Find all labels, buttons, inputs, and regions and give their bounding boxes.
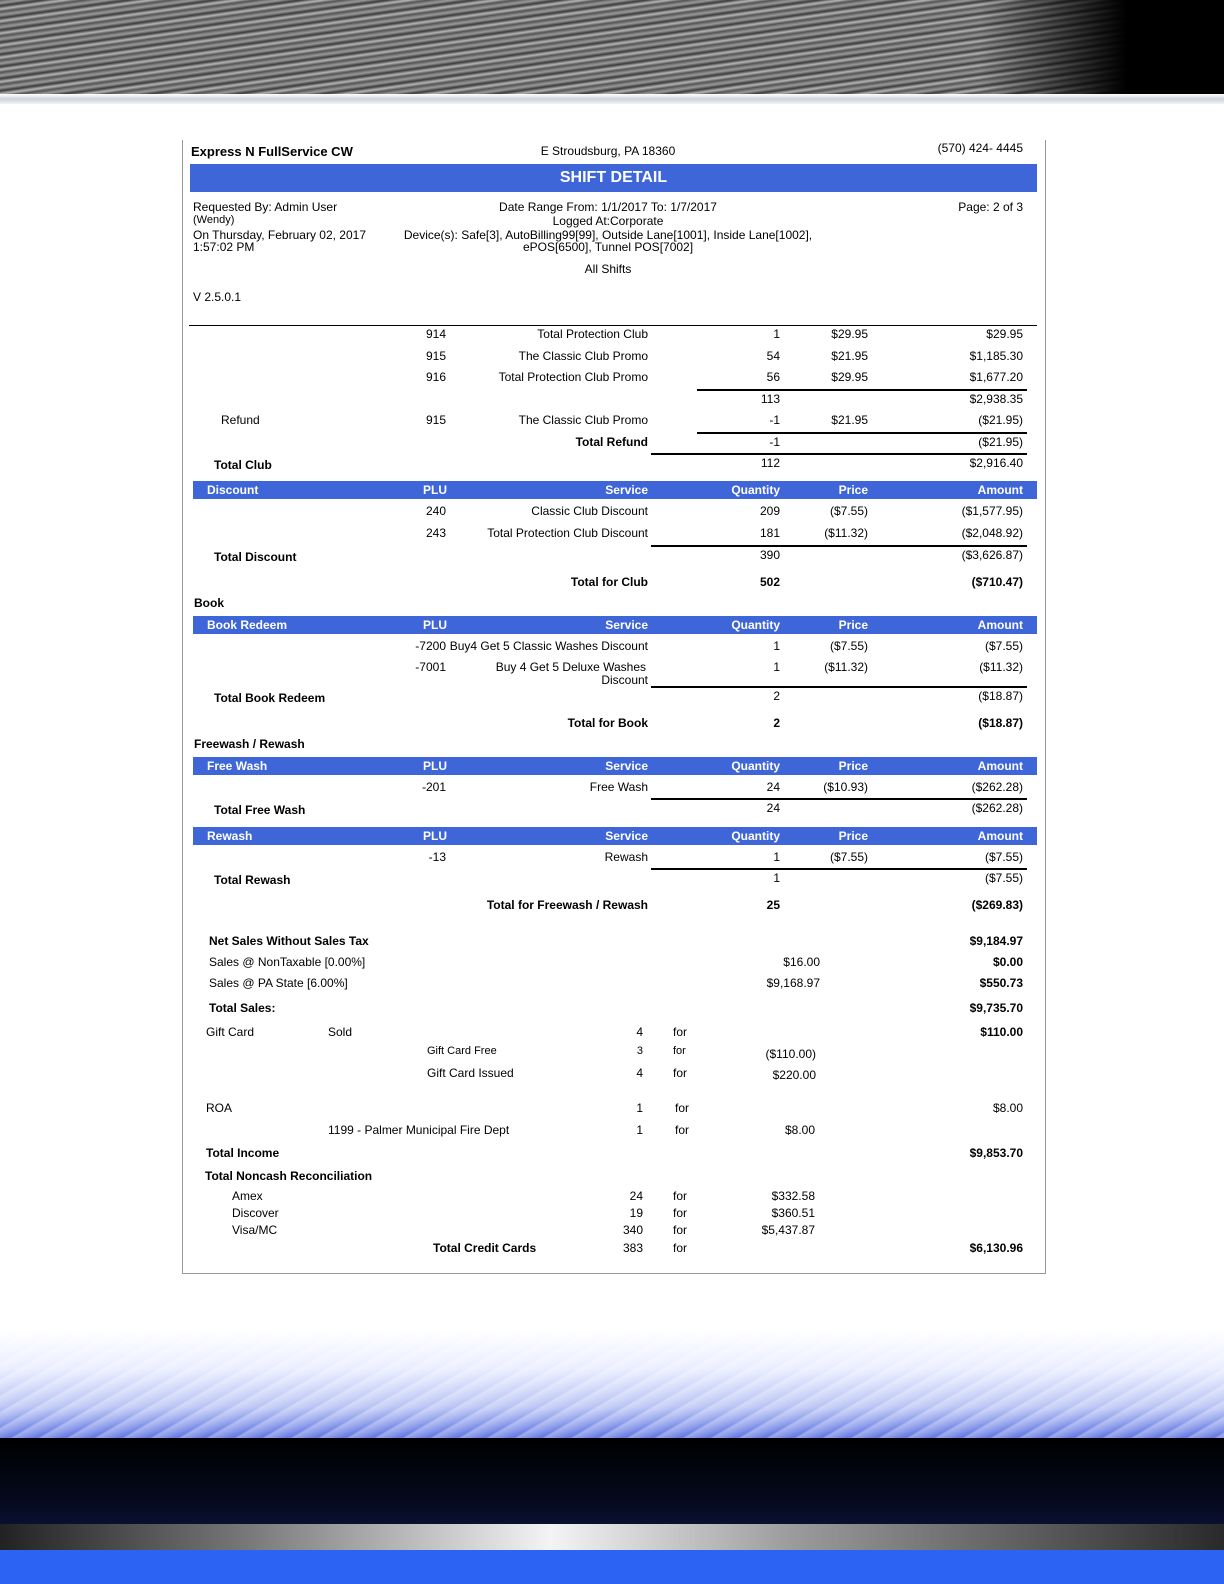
- pa-sales-base: $9,168.97: [766, 976, 820, 990]
- header-metal-banner: [0, 0, 1224, 96]
- gift-issued-for: for: [673, 1066, 688, 1080]
- report-title: SHIFT DETAIL: [190, 164, 1037, 192]
- club-subtotal-qty: 113: [760, 392, 780, 406]
- visa-amount: $5,437.87: [761, 1223, 815, 1237]
- total-refund-amount: ($21.95): [978, 435, 1023, 449]
- col-quantity: Quantity: [731, 618, 780, 632]
- band-label: Rewash: [207, 829, 253, 843]
- devices-line1: Device(s): Safe[3], AutoBilling99[99], Outside Lane[1001], Inside Lane[1002],: [403, 228, 813, 242]
- total-for-book-qty: 2: [773, 716, 780, 730]
- roa-count: 1: [636, 1101, 643, 1115]
- total-club-rule: [651, 453, 1027, 455]
- total-free-wash-amount: ($262.28): [971, 801, 1023, 815]
- refund-label: Refund: [221, 413, 260, 427]
- discount-rule: [651, 545, 1027, 547]
- col-plu: PLU: [423, 829, 447, 843]
- credit-total-count: 383: [622, 1241, 643, 1255]
- devices-line2: ePOS[6500], Tunnel POS[7002]: [522, 240, 694, 254]
- requested-by: Requested By: Admin User: [193, 200, 338, 214]
- amex-count: 24: [629, 1189, 643, 1203]
- total-refund-qty: -1: [769, 435, 780, 449]
- freewash-section-label: Freewash / Rewash: [194, 737, 305, 751]
- free-wash-rule: [651, 798, 1027, 800]
- col-plu: PLU: [423, 618, 447, 632]
- total-book-redeem-label: Total Book Redeem: [214, 691, 326, 705]
- discount-header-band: [193, 481, 1037, 499]
- col-quantity: Quantity: [731, 483, 780, 497]
- total-for-club-qty: 502: [759, 575, 780, 589]
- total-income-amount: $9,853.70: [969, 1146, 1023, 1160]
- nontaxable-tax: $0.00: [992, 955, 1023, 969]
- footer-metal-strip: [0, 1524, 1224, 1550]
- total-book-redeem-qty: 2: [773, 689, 780, 703]
- company-location: E Stroudsburg, PA 18360: [540, 144, 676, 158]
- gift-card-label: Gift Card: [206, 1025, 255, 1039]
- shifts-label: All Shifts: [584, 262, 632, 276]
- roa-detail-for: for: [675, 1123, 690, 1137]
- header-rule: [189, 325, 1037, 326]
- date-range: Date Range From: 1/1/2017 To: 1/7/2017: [499, 200, 717, 214]
- gift-issued-label: Gift Card Issued: [427, 1066, 514, 1080]
- total-club-amount: $2,916.40: [969, 456, 1023, 470]
- gift-free-for: for: [673, 1045, 686, 1057]
- page-number: Page: 2 of 3: [958, 200, 1023, 214]
- col-plu: PLU: [423, 759, 447, 773]
- band-label: Book Redeem: [207, 618, 288, 632]
- roa-detail-label: 1199 - Palmer Municipal Fire Dept: [328, 1123, 510, 1137]
- net-sales-label: Net Sales Without Sales Tax: [209, 934, 369, 948]
- col-service: Service: [605, 829, 648, 843]
- total-rewash-amount: ($7.55): [984, 871, 1023, 885]
- footer-dark-band: [0, 1438, 1224, 1532]
- credit-total-amount: $6,130.96: [969, 1241, 1023, 1255]
- requested-time: 1:57:02 PM: [193, 240, 255, 254]
- footer-blue-bar: [0, 1550, 1224, 1584]
- free-wash-header-band: [193, 757, 1037, 775]
- col-amount: Amount: [977, 759, 1023, 773]
- gift-sold-amount: $110.00: [980, 1025, 1023, 1039]
- visa-for: for: [673, 1223, 688, 1237]
- nontaxable-label: Sales @ NonTaxable [0.00%]: [209, 955, 366, 969]
- col-price: Price: [838, 483, 868, 497]
- discover-amount: $360.51: [771, 1206, 815, 1220]
- total-discount-amount: ($3,626.87): [961, 548, 1023, 562]
- total-club-qty: 112: [760, 456, 780, 470]
- total-book-redeem-amount: ($18.87): [978, 689, 1023, 703]
- company-name: Express N FullService CW: [191, 144, 353, 159]
- total-rewash-qty: 1: [773, 871, 780, 885]
- col-price: Price: [838, 759, 868, 773]
- col-amount: Amount: [977, 829, 1023, 843]
- pa-sales-tax: $550.73: [979, 976, 1023, 990]
- roa-amount: $8.00: [992, 1101, 1023, 1115]
- band-label: Discount: [207, 483, 259, 497]
- roa-label: ROA: [206, 1101, 233, 1115]
- total-discount-qty: 390: [759, 548, 780, 562]
- total-rewash-label: Total Rewash: [214, 873, 291, 887]
- nontaxable-base: $16.00: [783, 955, 820, 969]
- discover-count: 19: [629, 1206, 643, 1220]
- net-sales-amount: $9,184.97: [969, 934, 1023, 948]
- total-sales-label: Total Sales:: [209, 1001, 276, 1015]
- col-plu: PLU: [423, 483, 447, 497]
- total-free-wash-label: Total Free Wash: [214, 803, 306, 817]
- discover-for: for: [673, 1206, 688, 1220]
- footer-glow-banner: [0, 1330, 1224, 1440]
- roa-for: for: [675, 1101, 690, 1115]
- gift-free-label: Gift Card Free: [427, 1045, 497, 1057]
- total-discount-label: Total Discount: [214, 550, 297, 564]
- amex-for: for: [673, 1189, 688, 1203]
- visa-label: Visa/MC: [232, 1223, 278, 1237]
- total-refund-label: Total Refund: [575, 435, 648, 449]
- pa-sales-label: Sales @ PA State [6.00%]: [209, 976, 348, 990]
- discover-label: Discover: [232, 1206, 279, 1220]
- shift-detail-report: Express N FullService CW E Stroudsburg, PA 18360 (570) 424- 4445 SHIFT DETAIL Requested By: Admin User (Wendy) On Thursday, February 02, 2017 1:57:02 PM Date Range From: 1/1/2017 To: 1/7/2017 Logged At:Corporate Device(s): Safe[3], AutoBilling99[99], Outside Lane[1001], Inside Lane[1002], ePOS[6500], Tunnel POS[7002] All Shifts Page: 2 of 3 V 2.5.0.1 914 Total Protection Club 1 $29.95 $29.95 915 The Classic Club Promo 54 $21.95 $1,185.30 916 Total Protection Club Promo 56 $29.95 $1,677.20 113 $2,938.35 Refund 915 The Classic Club Promo -1 $21.95 ($21.95) Total Refund -1 ($21.95) Total Club 112 $2,916.40 Discount PLU Service Quantity Price Amount 240 Classic Club Discount 209 ($7.55) ($1,577.95) 243 Total Protection Club Discount 181 ($11.32) ($2,048.92) Total Discount 390 ($3,626.87) Total for Club 502 ($710.47) Book Book Redeem PLU Service Quantity Price Amount -7200 Buy4 Get 5 Classic Washes Discount 1 ($7.55) ($7.55) -7001 Buy 4 Get 5 Deluxe Washes Discount 1 ($11.32) ($11.32) Total Book Redeem 2 ($18.87) Total for Book 2 ($18.87) Freewash / Rewash Free Wash PLU Service Quantity Price Amount -201 Free Wash 24 ($10.93) ($262.28) Total Free Wash 24 ($262.28) Rewash PLU Service Quantity Price Amount -13 Rewash 1 ($7.55) ($7.55) Total Rewash 1 ($7.55) Total for Freewash / Rewash 25 ($269.83) Net Sales Without Sales Tax $9,184.97 Sales @ NonTaxable [0.00%] $16.00 $0.00 Sales @ PA State [6.00%] $9,168.97 $550.73 Total Sales: $9,735.70 Gift Card Sold 4 for $110.00 Gift Card Free 3 for ($110.00) Gift Card Issued 4 for $220.00 ROA 1 for $8.00 1199 - Palmer Municipal Fire Dept 1 for $8.00 Total Income $9,853.70 Total Noncash Reconciliation Amex 24 for $332.58 Discover 19 for $360.51 Visa/MC 340 for $5,437.87 Total Credit Cards 383 for $6,130.96: [182, 140, 1046, 1274]
- total-club-label: Total Club: [214, 458, 272, 472]
- band-label: Free Wash: [207, 759, 268, 773]
- credit-total-for: for: [673, 1241, 688, 1255]
- total-income-label: Total Income: [206, 1146, 280, 1160]
- col-quantity: Quantity: [731, 829, 780, 843]
- total-for-freewash-label: Total for Freewash / Rewash: [486, 898, 648, 912]
- total-for-book-label: Total for Book: [567, 716, 648, 730]
- col-price: Price: [838, 618, 868, 632]
- noncash-label: Total Noncash Reconciliation: [205, 1169, 373, 1183]
- company-phone: (570) 424- 4445: [937, 141, 1023, 155]
- total-sales-amount: $9,735.70: [969, 1001, 1023, 1015]
- col-amount: Amount: [977, 618, 1023, 632]
- gift-sold-count: 4: [636, 1025, 643, 1039]
- rewash-header-band: [193, 827, 1037, 845]
- roa-detail-count: 1: [636, 1123, 643, 1137]
- gift-issued-amount: $220.00: [772, 1068, 816, 1082]
- credit-total-label: Total Credit Cards: [433, 1241, 537, 1255]
- col-service: Service: [605, 759, 648, 773]
- requested-name: (Wendy): [193, 214, 235, 226]
- gift-free-count: 3: [636, 1045, 643, 1057]
- col-service: Service: [605, 483, 648, 497]
- club-subtotal-amount: $2,938.35: [969, 392, 1023, 406]
- visa-count: 340: [622, 1223, 643, 1237]
- amex-label: Amex: [232, 1189, 263, 1203]
- gift-sold-label: Sold: [328, 1025, 353, 1039]
- requested-on: On Thursday, February 02, 2017: [193, 228, 366, 242]
- total-for-club-amount: ($710.47): [971, 575, 1023, 589]
- subtotal-rule: [697, 389, 1027, 391]
- gift-free-amount: ($110.00): [765, 1047, 816, 1061]
- col-service: Service: [605, 618, 648, 632]
- refund-rule: [697, 432, 1027, 434]
- book-section-label: Book: [194, 596, 224, 610]
- total-for-freewash-amount: ($269.83): [971, 898, 1023, 912]
- gift-sold-for: for: [673, 1025, 688, 1039]
- total-free-wash-qty: 24: [766, 801, 780, 815]
- roa-detail-amount: $8.00: [784, 1123, 815, 1137]
- total-for-book-amount: ($18.87): [978, 716, 1023, 730]
- rewash-rule: [651, 868, 1027, 870]
- col-amount: Amount: [977, 483, 1023, 497]
- amex-amount: $332.58: [771, 1189, 815, 1203]
- version-label: V 2.5.0.1: [193, 290, 242, 304]
- book-rule: [651, 686, 1027, 688]
- header-divider: [0, 94, 1224, 104]
- book-redeem-header-band: [193, 616, 1037, 634]
- total-for-freewash-qty: 25: [766, 898, 780, 912]
- logged-at: Logged At:Corporate: [552, 214, 664, 228]
- col-price: Price: [838, 829, 868, 843]
- gift-issued-count: 4: [636, 1066, 643, 1080]
- col-quantity: Quantity: [731, 759, 780, 773]
- total-for-club-label: Total for Club: [570, 575, 648, 589]
